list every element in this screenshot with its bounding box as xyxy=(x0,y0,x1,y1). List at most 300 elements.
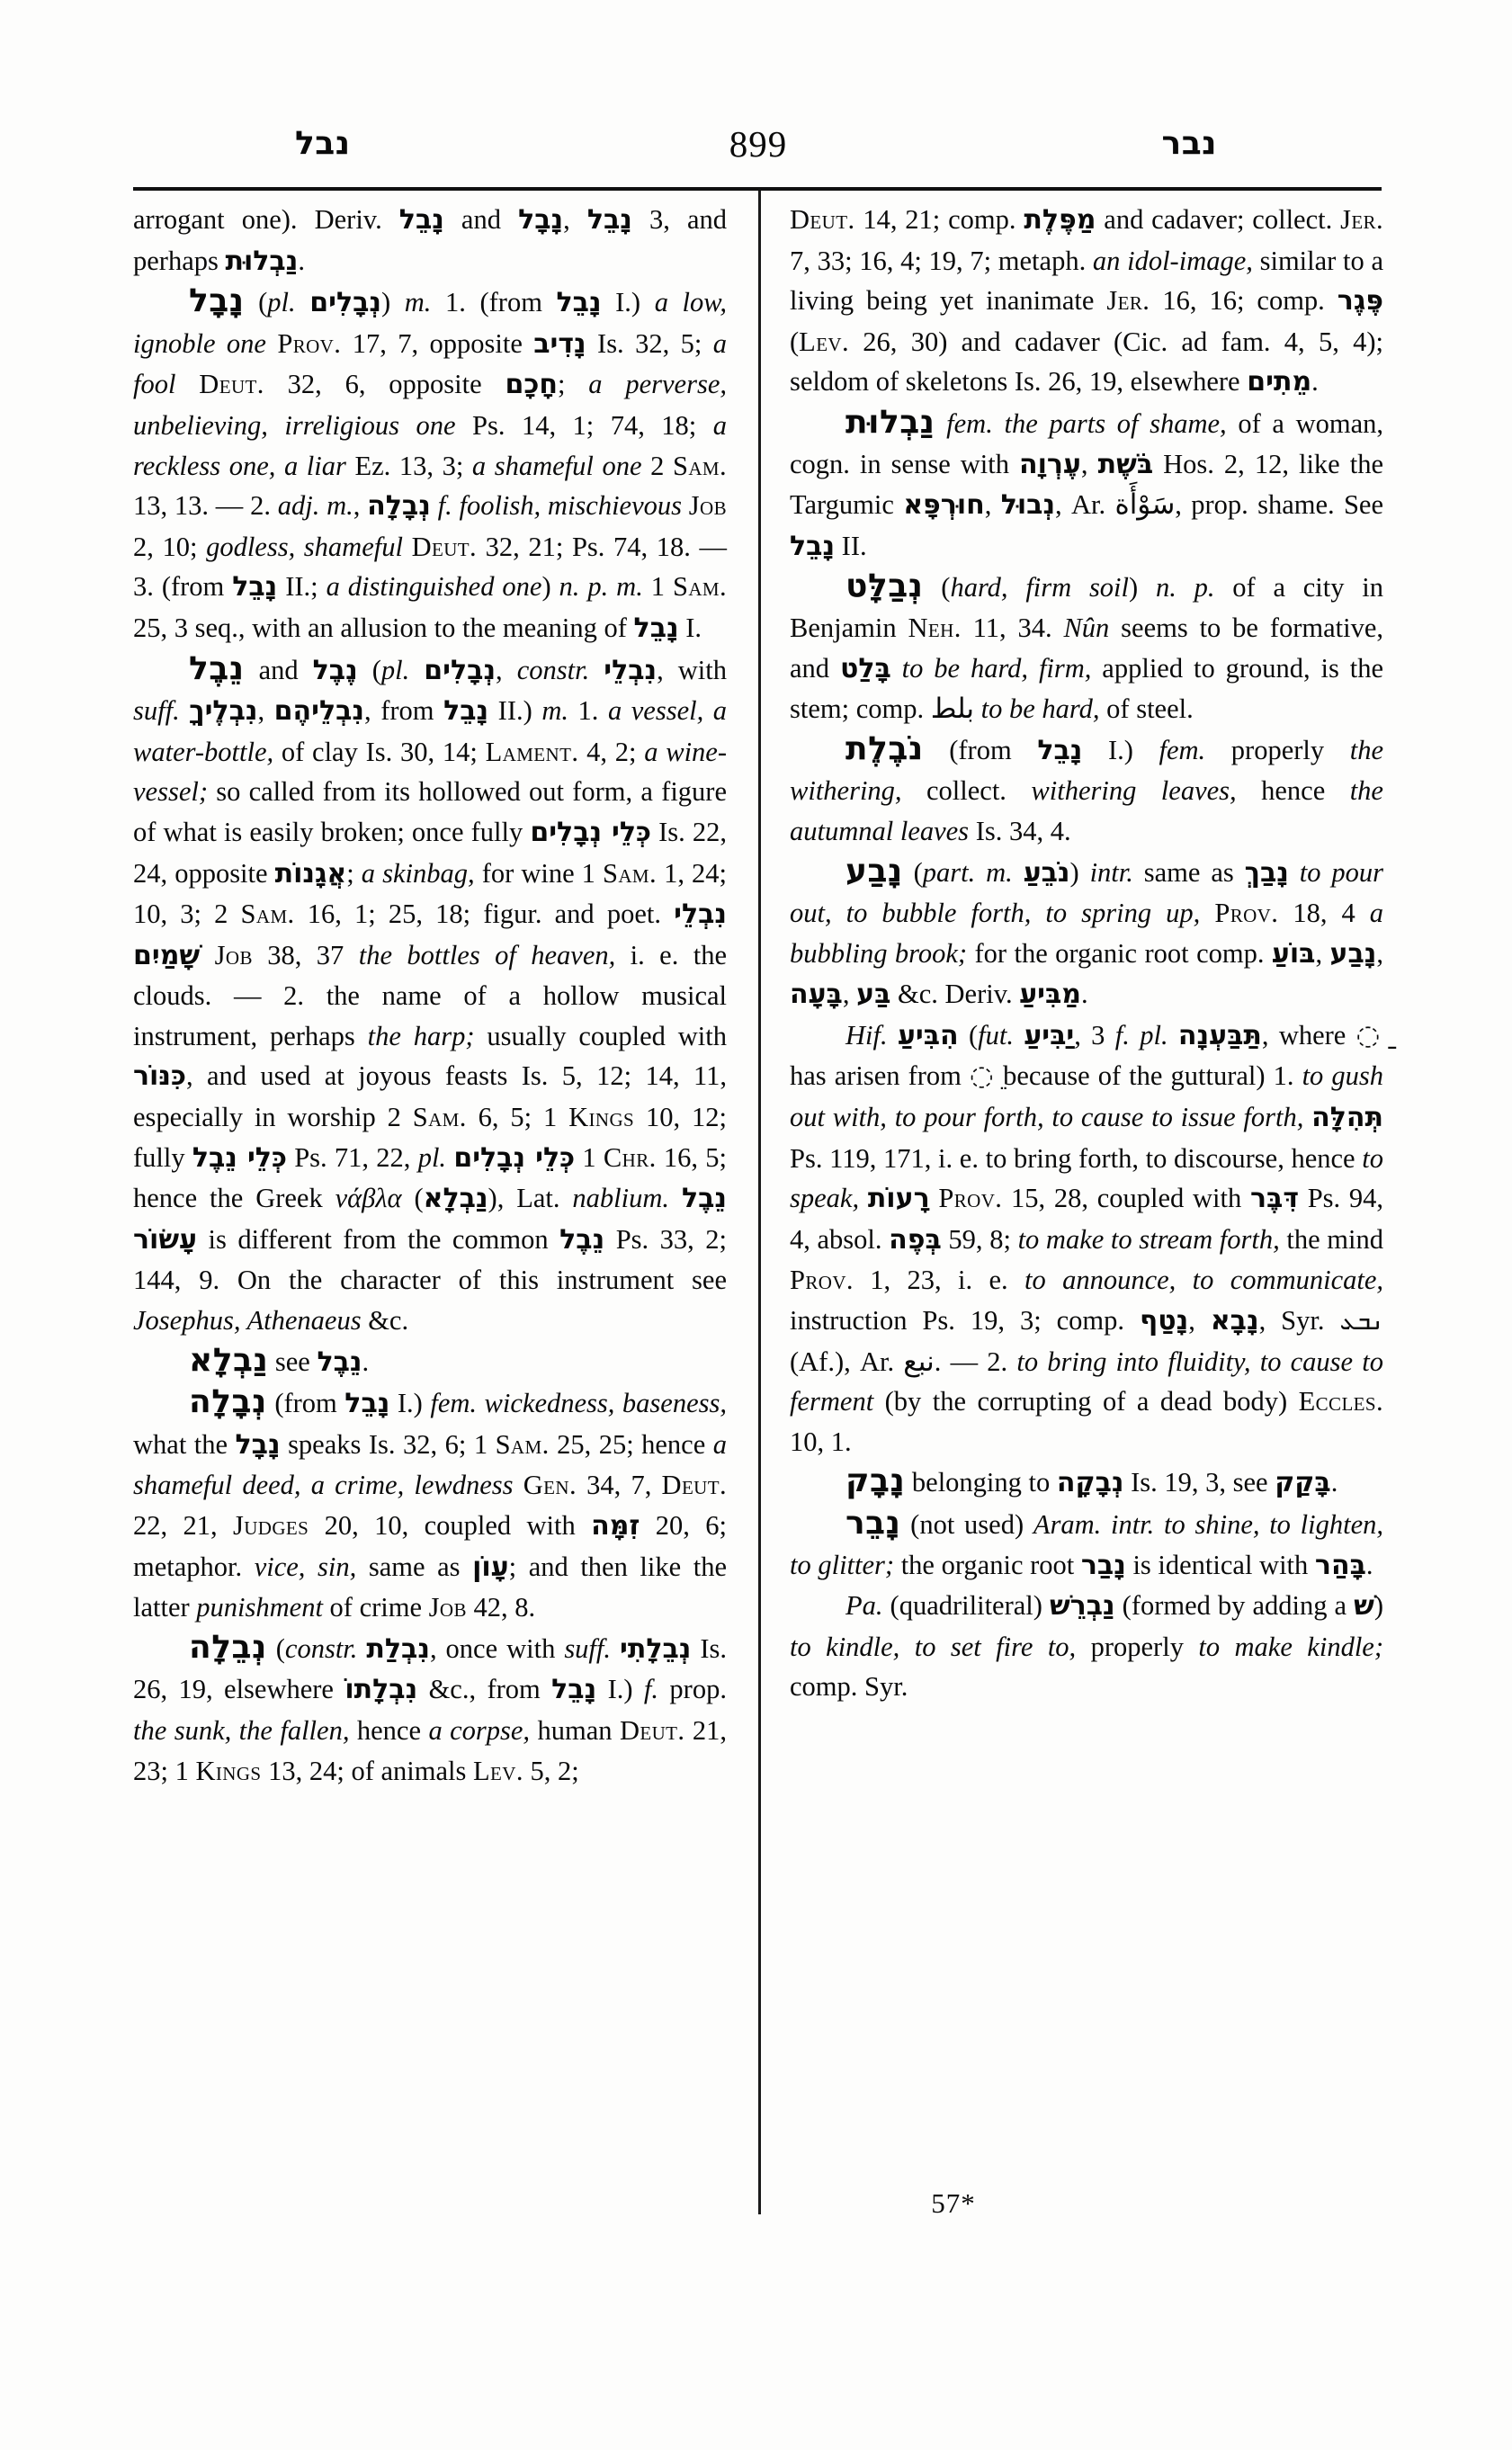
text-run: 32, 6, opposite xyxy=(264,369,505,400)
text-run: (Af.), Ar. xyxy=(790,1346,904,1377)
text-run: 1, 24; 10, 3; 2 xyxy=(133,857,727,930)
text-run: Ps. 33, 2; 144, 9. On the character of this instrument see xyxy=(133,1223,727,1296)
reference-abbrev: Sam. xyxy=(602,857,658,889)
text-run: (from xyxy=(266,1388,345,1419)
hebrew-word: רָעוֹת xyxy=(867,1183,930,1215)
hebrew-word: חָכָם xyxy=(505,369,558,401)
vowel-sign: ◌ַ xyxy=(1355,1019,1383,1051)
text-run: , where xyxy=(1261,1019,1356,1051)
text-run xyxy=(1303,1102,1311,1132)
text-run: hence xyxy=(1236,775,1350,807)
hebrew-word: נֹבֵעַ xyxy=(1023,856,1070,889)
dictionary-entry xyxy=(133,649,727,1341)
text-run: , xyxy=(353,490,368,522)
hebrew-word: יַבִּיעַ xyxy=(1024,1019,1075,1051)
italic-run: adj. m. xyxy=(277,490,353,522)
text-run: 20, 10, coupled with xyxy=(309,1510,592,1541)
text-run: Ps. 71, 22, xyxy=(286,1141,418,1173)
text-run xyxy=(589,655,604,685)
italic-run: Aram. intr. to shine, to lighten, to glitter; xyxy=(790,1509,1383,1580)
reference-abbrev: Prov. xyxy=(938,1183,1003,1214)
text-run: I.) xyxy=(596,1674,644,1705)
italic-run: pl. xyxy=(380,654,410,685)
hebrew-word: נֵבֶל עָשׂוֹר xyxy=(133,1183,727,1256)
hebrew-word: נִבְלֵי שָׁמַיִם xyxy=(133,899,727,971)
reference-abbrev: Eccles. xyxy=(1298,1386,1383,1417)
hebrew-word: נָבֵל xyxy=(344,1388,390,1420)
continued-paragraph xyxy=(790,1015,1383,1462)
text-run: and cadaver; collect. xyxy=(1096,204,1341,235)
reference-abbrev: Judges xyxy=(232,1510,309,1541)
italic-run: a corpse, xyxy=(428,1714,531,1746)
dictionary-entry xyxy=(790,403,1383,567)
text-run: properly xyxy=(1205,734,1350,765)
text-run: ) xyxy=(1373,1590,1383,1622)
text-run: Ps. 94, 4, absol. xyxy=(790,1183,1384,1255)
text-run: 2, 10; xyxy=(133,531,207,562)
hebrew-word: נָבַע xyxy=(1329,937,1377,970)
text-run: 18, 4 xyxy=(1278,898,1370,929)
hebrew-word: נָבָא xyxy=(1210,1305,1259,1337)
dictionary-entry xyxy=(790,852,1383,1015)
text-run: 13, 13. — 2. xyxy=(133,490,278,522)
hebrew-word: כְּלֵי נֵבֶל xyxy=(192,1141,287,1174)
italic-run: to pour out, to bubble forth, to spring up, xyxy=(790,856,1383,929)
hebrew-word: בֹּשֶׁת xyxy=(1097,448,1154,480)
text-run: . xyxy=(1081,979,1088,1010)
reference-abbrev: Deut. xyxy=(619,1714,685,1746)
text-run: , once with xyxy=(429,1632,565,1664)
italic-run: m. xyxy=(541,695,568,727)
hebrew-word: נָטַף xyxy=(1140,1305,1189,1337)
text-run: what the xyxy=(133,1428,236,1460)
text-run: ; xyxy=(557,369,589,400)
reference-abbrev: Deut. xyxy=(790,204,855,235)
text-run: (not used) xyxy=(900,1509,1033,1540)
reference-abbrev: Sam. xyxy=(240,899,295,930)
hebrew-word: נָבֵל xyxy=(586,204,632,236)
italic-run: Pa. xyxy=(845,1590,883,1622)
italic-run: f. xyxy=(643,1674,659,1705)
text-run: , xyxy=(1188,1305,1211,1337)
hebrew-word: מֵתִים xyxy=(1247,366,1312,398)
hebrew-word: נָבָל xyxy=(518,204,564,236)
text-run xyxy=(357,1633,366,1664)
text-run: II.) xyxy=(488,695,542,727)
italic-run: the withering, xyxy=(790,734,1383,807)
italic-run: pl. xyxy=(417,1141,447,1173)
text-run: Is. 22, 24, opposite xyxy=(133,816,728,889)
column-right xyxy=(790,200,1383,1707)
text-run: (quadriliteral) xyxy=(882,1590,1050,1622)
text-run xyxy=(1014,1020,1024,1051)
entry-lemma: נָבָק xyxy=(845,1462,906,1500)
reference-abbrev: Job xyxy=(214,939,253,970)
reference-abbrev: Kings xyxy=(568,1102,635,1133)
text-run xyxy=(891,653,902,684)
text-run: has arisen from xyxy=(790,1060,970,1092)
reference-abbrev: Job xyxy=(688,490,728,522)
italic-run: fem. the parts of shame, xyxy=(946,407,1227,439)
text-run: 14, 21; comp. xyxy=(854,204,1024,235)
text-run: applied to ground, is the stem; comp. xyxy=(790,652,1383,725)
arabic-word: بلط xyxy=(930,693,975,726)
text-run: (formed by adding a xyxy=(1114,1590,1355,1622)
italic-run: to be hard, xyxy=(980,693,1100,725)
italic-run: nablium. xyxy=(572,1183,670,1214)
continued-paragraph xyxy=(790,200,1383,403)
text-run: . xyxy=(1365,1549,1373,1580)
reference-abbrev: Lament. xyxy=(485,736,579,767)
text-run: 17, 7, opposite xyxy=(341,327,534,359)
hebrew-word: נַבְלָא xyxy=(423,1183,488,1215)
text-run: ; and then like the latter xyxy=(133,1551,728,1623)
reference-abbrev: Sam. xyxy=(672,450,727,481)
reference-abbrev: Prov. xyxy=(790,1265,854,1296)
text-run: prop. xyxy=(658,1674,727,1705)
text-run: 21, 23; 1 xyxy=(133,1714,727,1786)
entry-lemma: נְבַלָּט xyxy=(845,568,924,605)
italic-run: to bring into fluidity, to cause to ferment xyxy=(790,1346,1384,1417)
text-run: &c. xyxy=(361,1305,409,1337)
text-run: of crime xyxy=(322,1592,429,1623)
text-run: . xyxy=(1330,1467,1338,1498)
text-run: of clay Is. 30, 14; xyxy=(273,736,486,767)
text-run: usually coupled with xyxy=(474,1020,728,1051)
text-run: 2 xyxy=(641,450,673,481)
text-run: speaks Is. 32, 6; 1 xyxy=(280,1428,496,1460)
italic-run: suff. xyxy=(133,695,180,727)
text-run xyxy=(514,1470,523,1500)
hebrew-word: בּוֹעַ xyxy=(1271,937,1316,970)
text-run: I.) xyxy=(601,287,655,318)
italic-run: the sunk, the fallen, xyxy=(133,1714,350,1746)
text-run xyxy=(431,490,438,521)
text-run: belonging to xyxy=(905,1467,1057,1498)
hebrew-word: מַפֶּלֶת xyxy=(1024,204,1096,236)
hebrew-word: בָּלַט xyxy=(839,652,891,684)
continued-paragraph xyxy=(133,200,727,282)
text-run: collect. xyxy=(901,775,1032,807)
text-run: . xyxy=(298,245,305,276)
entry-lemma: נָבֵר xyxy=(845,1505,901,1542)
italic-run: f. pl. xyxy=(1114,1019,1168,1051)
text-run: 11, 34. xyxy=(961,612,1064,643)
text-run: 1 xyxy=(642,571,673,603)
hebrew-word: נָבֵל xyxy=(790,530,836,562)
text-run: , xyxy=(1315,937,1330,969)
hebrew-word: נְבָלִים xyxy=(309,287,382,319)
italic-run: withering leaves, xyxy=(1031,775,1237,807)
italic-run: a vessel, a water-bottle, xyxy=(133,695,728,767)
text-run xyxy=(859,1183,868,1213)
hebrew-word: בָּהַר xyxy=(1314,1549,1366,1581)
italic-run: pl. xyxy=(267,287,296,318)
text-run: 16, 5; hence the Greek xyxy=(133,1141,727,1214)
hebrew-word: נֵבֶל xyxy=(317,1346,362,1378)
text-run: and xyxy=(443,204,519,235)
hebrew-word: נָבֵל xyxy=(232,571,278,604)
text-run: ) xyxy=(381,287,405,318)
text-run: 16, 1; 25, 18; figur. and poet. xyxy=(294,899,675,930)
text-run xyxy=(974,693,981,724)
reference-abbrev: Lev. xyxy=(799,326,850,357)
reference-abbrev: Job xyxy=(428,1592,467,1623)
italic-run: Nûn xyxy=(1063,612,1110,643)
reference-abbrev: Sam. xyxy=(672,571,728,603)
continued-paragraph xyxy=(790,1586,1383,1707)
text-run: , xyxy=(984,489,1001,521)
reference-abbrev: Deut. xyxy=(199,369,264,400)
text-run: ) xyxy=(1069,856,1090,888)
italic-run: a perverse, unbelieving, irreligious one xyxy=(133,369,727,441)
text-run: Is. 32, 5; xyxy=(586,327,713,359)
text-run: instruction Ps. 19, 3; comp. xyxy=(790,1305,1141,1337)
text-run: Hos. 2, 12, like the Targumic xyxy=(790,448,1383,521)
text-run: 1 xyxy=(575,1141,604,1173)
running-head xyxy=(133,101,1383,187)
italic-run: fem. xyxy=(1159,734,1206,765)
text-run: 3, and perhaps xyxy=(133,204,727,276)
text-run: ), Lat. xyxy=(488,1183,573,1214)
signature-mark: 57* xyxy=(931,2187,976,2219)
text-run: of steel. xyxy=(1099,693,1194,725)
text-run: &c. Deriv. xyxy=(890,979,1020,1010)
text-run: i. e. the clouds. — 2. the name of a hollow musical instrument, perhaps xyxy=(133,939,728,1051)
hebrew-word: בָּעָה xyxy=(790,979,843,1011)
hebrew-word: נָבֵל xyxy=(1037,734,1083,766)
reference-abbrev: Jer. xyxy=(1340,204,1383,235)
header-rule xyxy=(133,187,1382,191)
text-run: I.) xyxy=(389,1388,431,1419)
hebrew-word: אֲגָנוֹת xyxy=(274,857,347,890)
text-run: ( xyxy=(958,1019,979,1051)
text-run: ( xyxy=(902,856,923,888)
text-run: , and used at joyous feasts Is. 5, 12; 14, 11, especially in worship 2 xyxy=(133,1060,727,1133)
dictionary-entry xyxy=(790,1462,1383,1504)
text-run: of a city in Benjamin xyxy=(790,572,1383,643)
text-run xyxy=(180,695,190,726)
text-run: 38, 37 xyxy=(252,939,359,970)
hebrew-word: נָבֵל xyxy=(398,204,444,236)
text-run: same as xyxy=(356,1551,473,1582)
text-run xyxy=(200,940,214,970)
text-run: Is. 34, 4. xyxy=(969,815,1071,846)
hebrew-word: נָבַר xyxy=(1080,1549,1126,1581)
text-run: similar to a living being yet inanimate xyxy=(790,245,1383,317)
text-run: , xyxy=(257,695,274,727)
dictionary-entry xyxy=(133,282,727,648)
text-run xyxy=(175,369,199,399)
reference-abbrev: Gen. xyxy=(523,1470,577,1501)
hebrew-word: נָדִיב xyxy=(533,327,586,360)
hebrew-word: נָבָל xyxy=(235,1428,281,1461)
italic-run: to be hard, firm, xyxy=(901,652,1092,684)
text-run: ( xyxy=(357,654,381,685)
text-run xyxy=(266,328,277,359)
greek-word: νάβλα xyxy=(335,1183,402,1214)
hebrew-word: שׁ xyxy=(1354,1590,1374,1623)
running-head-right-hebrew: נבר xyxy=(1161,125,1217,162)
text-run: ( xyxy=(244,287,268,318)
hebrew-word: תְּהִלָּה xyxy=(1311,1102,1384,1134)
text-run: . — 2. xyxy=(934,1346,1017,1377)
reference-abbrev: Deut. xyxy=(411,531,478,562)
text-run: 16, 16; comp. xyxy=(1150,285,1338,317)
text-run xyxy=(682,490,689,521)
hebrew-word: הִבִּיעַ xyxy=(897,1019,959,1051)
text-run: ) xyxy=(541,571,559,603)
text-run: (from xyxy=(923,734,1038,765)
italic-run: a distinguished one xyxy=(326,571,542,603)
text-run: , prop. shame. See xyxy=(1175,489,1383,521)
hebrew-word: עָוֹן xyxy=(472,1551,509,1583)
text-run: ( xyxy=(923,572,951,604)
text-run: (by the corrupting of a dead body) xyxy=(873,1386,1299,1417)
italic-run: a reckless one, a liar xyxy=(133,409,728,481)
text-run: II. xyxy=(835,530,867,561)
hebrew-word: נְבָלָה xyxy=(367,490,431,523)
text-run: the organic root xyxy=(894,1549,1081,1580)
hebrew-word: נִבְלֵיהֶם xyxy=(273,695,365,728)
hebrew-word: נְבָקָה xyxy=(1056,1467,1124,1499)
italic-run: constr. xyxy=(516,654,590,685)
italic-run: a bubbling brook; xyxy=(790,898,1384,969)
text-run xyxy=(409,655,424,685)
text-run xyxy=(1013,857,1024,888)
hebrew-word: נִבְלָתוֹ xyxy=(344,1674,418,1706)
dictionary-entry xyxy=(790,567,1383,729)
text-run: , xyxy=(842,979,857,1010)
hebrew-word: תַּבַּעְנָה xyxy=(1177,1019,1262,1051)
text-run: arrogant one). Deriv. xyxy=(133,204,399,235)
text-run: 1, 23, i. e. xyxy=(853,1265,1025,1296)
text-run: I. xyxy=(678,612,702,643)
text-run: 7, 33; 16, 4; 19, 7; metaph. xyxy=(790,245,1093,276)
text-run: so called from its hollowed out form, a figure of what is easily broken; once fully xyxy=(133,776,727,847)
italic-run: fem. wickedness, baseness, xyxy=(430,1388,727,1419)
hebrew-word: נְבוּל xyxy=(1000,489,1056,522)
hebrew-word: בָּקַק xyxy=(1275,1467,1331,1499)
text-run xyxy=(611,1633,620,1664)
text-run: , xyxy=(1376,937,1383,969)
text-run: 59, 8; xyxy=(941,1223,1018,1255)
text-run xyxy=(888,1020,898,1051)
italic-run: hard, firm soil xyxy=(950,572,1130,604)
text-run xyxy=(296,287,310,317)
text-run: , with xyxy=(657,654,727,685)
italic-run: a wine-vessel; xyxy=(133,736,727,808)
reference-abbrev: Lev. xyxy=(473,1755,523,1786)
text-run: 10, 1. xyxy=(790,1426,852,1457)
text-run xyxy=(1168,1020,1178,1051)
text-run: Ps. 119, 171, i. e. to bring forth, to discourse, hence xyxy=(790,1142,1363,1174)
text-run: ( xyxy=(401,1183,424,1214)
hebrew-word: נִבְלֵי xyxy=(604,654,658,686)
text-run: and xyxy=(244,654,313,685)
text-run: properly xyxy=(1076,1631,1199,1662)
text-run: 20, 6; metaphor. xyxy=(133,1510,727,1582)
italic-run: part. m. xyxy=(922,856,1013,888)
italic-run: Hif. xyxy=(845,1019,888,1051)
reference-abbrev: Chr. xyxy=(603,1141,657,1173)
entry-lemma: נָבַע xyxy=(845,852,903,890)
hebrew-word: נִבְלֶיךָ xyxy=(189,695,258,728)
text-run xyxy=(669,1183,682,1213)
text-run: hence xyxy=(349,1714,429,1746)
text-run: 26, 30) and cadaver (Cic. ad fam. 4, 5, 4); seldom of skeletons Is. 26, 19, elsewhere xyxy=(790,326,1383,398)
reference-abbrev: Sam. xyxy=(495,1428,550,1460)
text-run: is identical with xyxy=(1125,1549,1315,1580)
text-run xyxy=(1289,857,1300,888)
italic-run: m. xyxy=(404,287,432,318)
arabic-word: سَوْأَة xyxy=(1114,488,1176,522)
hebrew-word: נִבְלַת xyxy=(366,1632,430,1665)
dictionary-entry xyxy=(790,1504,1383,1586)
text-run xyxy=(403,532,412,562)
italic-run: a shameful one xyxy=(471,450,642,481)
italic-run: Josephus, Athenaeus xyxy=(133,1305,362,1337)
dictionary-entry xyxy=(133,1382,727,1628)
hebrew-word: כְּלֵי נְבָלִים xyxy=(530,816,651,848)
text-run: , from xyxy=(364,695,444,727)
text-run: ( xyxy=(790,326,800,357)
hebrew-word: נָבַךְ xyxy=(1244,856,1289,889)
italic-run: punishment xyxy=(196,1592,323,1623)
italic-run: the autumnal leaves xyxy=(790,775,1383,846)
italic-run: n. p. m. xyxy=(559,571,643,603)
italic-run: a low, ignoble one xyxy=(133,287,727,359)
reference-abbrev: Sam. xyxy=(412,1102,467,1133)
hebrew-word: נָבֵל xyxy=(633,612,679,644)
text-run: 6, 5; 1 xyxy=(466,1102,569,1133)
text-run xyxy=(935,408,947,439)
running-head-left-hebrew: נבל xyxy=(295,125,351,162)
hebrew-word: נְבֵלָתִי xyxy=(620,1632,692,1665)
text-run: Ps. 14, 1; 74, 18; xyxy=(455,409,713,441)
dictionary-entry xyxy=(133,1341,727,1383)
text-run: , xyxy=(1080,448,1098,479)
hebrew-word: כְּלֵי נְבָלִים xyxy=(453,1141,576,1174)
hebrew-word: נָבֵל xyxy=(551,1674,597,1706)
entry-lemma: נַבְלָא xyxy=(189,1341,269,1379)
hebrew-word: פֶּגֶר xyxy=(1337,285,1383,317)
text-run: the mind xyxy=(1279,1223,1383,1255)
italic-run: to make to stream forth, xyxy=(1017,1223,1280,1255)
text-run: 15, 28, coupled with xyxy=(1002,1183,1250,1214)
text-run: for wine 1 xyxy=(474,857,603,889)
text-run: because of the guttural) 1. xyxy=(995,1060,1302,1092)
dictionary-entry xyxy=(790,729,1383,852)
text-run: , xyxy=(496,654,517,685)
hebrew-word: נֶבֶל xyxy=(312,654,358,686)
hebrew-word: כִּנּוֹר xyxy=(133,1060,186,1093)
hebrew-word: מַבִּיעַ xyxy=(1019,979,1082,1011)
text-run xyxy=(1200,898,1214,928)
text-run: , 3 xyxy=(1074,1019,1115,1051)
text-run: Is. 19, 3, see xyxy=(1123,1467,1275,1498)
italic-run: godless, shameful xyxy=(206,531,403,562)
text-run: , Ar. xyxy=(1055,489,1115,521)
italic-run: to speak, xyxy=(790,1142,1383,1214)
entry-lemma: נֹבֶלֶת xyxy=(845,729,924,767)
hebrew-word: חוּרְפָּא xyxy=(903,489,985,522)
text-run: ; xyxy=(346,857,362,889)
entry-lemma: נְבֵלָה xyxy=(189,1628,267,1666)
reference-abbrev: Neh. xyxy=(908,612,962,643)
hebrew-word: בְּפֶה xyxy=(889,1223,942,1256)
italic-run: an idol-image, xyxy=(1092,245,1253,276)
